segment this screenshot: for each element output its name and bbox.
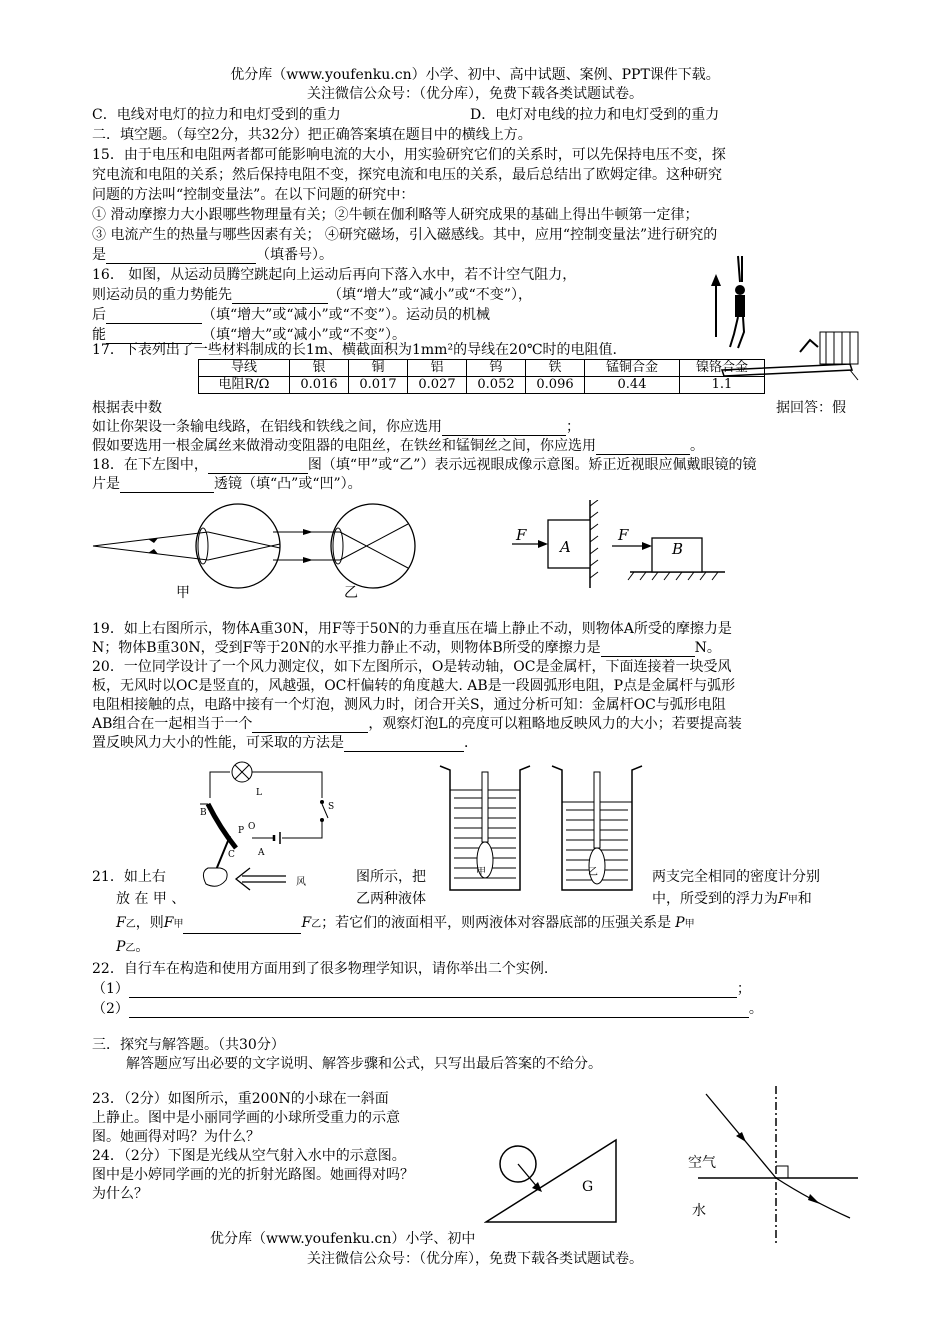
q16-line-3 xyxy=(92,306,490,324)
material-nichrome: 镍铬合金 xyxy=(680,360,765,377)
material-iron: 铁 xyxy=(526,360,585,377)
q15-answer-blank[interactable] xyxy=(106,249,256,264)
q18-line-1-start: 18．在下左图中， xyxy=(92,457,208,473)
q21-line-1a: 21．如上右 xyxy=(92,869,166,885)
q15-line-6-end: （填番号）。 xyxy=(256,247,333,263)
material-tungsten: 钨 xyxy=(467,360,526,377)
q22-item-2-end: 。 xyxy=(748,1001,763,1017)
q16-line-2-start: 则运动员的重力势能先 xyxy=(92,287,232,303)
q21-blank-1[interactable] xyxy=(183,919,301,934)
q15-line-2: 究电流和电阻的关系；然后保持电阻不变，探究电流和电压的关系，最后总结出了欧姆定律。这种研究 xyxy=(92,167,722,183)
q20-line-5-end: ． xyxy=(464,735,478,751)
material-copper: 铜 xyxy=(349,360,408,377)
q20-line-5 xyxy=(92,734,478,752)
q24-line-2: 图中是小婷同学画的光的折射光路图。她画得对吗？ xyxy=(92,1167,414,1183)
q17-line-4-end: 。 xyxy=(690,438,704,454)
q17-line-1: 17．下表列出了一些材料制成的长1m、横截面积为1mm²的导线在20℃时的电阻值. xyxy=(92,342,617,358)
cylinder-yi-label: 乙 xyxy=(588,867,598,878)
q21-symbol-f-jia-2: F xyxy=(163,915,174,931)
q17-line-2-end: 据回答：假 xyxy=(776,400,846,416)
fig-label-c: C xyxy=(228,850,235,860)
gravity-label: G xyxy=(582,1179,594,1195)
q21-symbol-f-yi-2: F xyxy=(301,915,312,931)
q24-line-3: 为什么？ xyxy=(92,1186,148,1202)
q18-blank-2[interactable] xyxy=(120,478,214,493)
q16-line-4-start: 能 xyxy=(92,327,106,343)
q16-line-2-end: （填“增大”或“减小”或“不变”）， xyxy=(328,287,532,303)
table-header-cell: 导线 xyxy=(199,360,290,377)
fig-label-p: P xyxy=(238,826,245,836)
q21-line-2c xyxy=(652,890,812,910)
air-label: 空气 xyxy=(688,1155,716,1171)
table-row xyxy=(199,377,765,394)
footer-line-1: 优分库（www.youfenku.cn）小学、初中 xyxy=(210,1231,476,1247)
q15-line-3: 问题的方法叫“控制变量法”。在以下问题的研究中： xyxy=(92,187,415,203)
q15-line-4: ① 滑动摩擦力大小跟哪些物理量有关；②牛顿在伽利略等人研究成果的基础上得出牛顿第一定律； xyxy=(92,207,699,223)
q22-item-1-end: ； xyxy=(736,981,751,997)
eye-diagrams xyxy=(88,498,428,606)
q21-line-1c: 两支完全相同的密度计分别 xyxy=(652,869,820,885)
q20-line-2: 板，无风时以OC是竖直的，风越强，OC杆偏转的角度越大. AB是一段圆弧形电阻，P点是金属杆与弧形 xyxy=(92,678,736,694)
footer-line-2: 关注微信公众号：（优分库），免费下载各类试题试卷。 xyxy=(307,1251,643,1267)
q21-line-2d-text: 和 xyxy=(797,891,812,907)
q21-line-2a: 放 在 甲 、 xyxy=(116,891,186,907)
q19-line-2-end: N。 xyxy=(694,640,721,656)
q19-blank[interactable] xyxy=(601,642,695,657)
q20-line-4-start: AB组合在一起相当于一个 xyxy=(92,716,253,732)
material-silver: 银 xyxy=(290,360,349,377)
value-manganin: 0.44 xyxy=(585,377,680,394)
q21-symbol-p: P xyxy=(675,915,685,931)
q20-line-1: 20．一位同学设计了一个风力测定仪，如下左图所示，O是转动轴，OC是金属杆，下面连接着一块受风 xyxy=(92,659,732,675)
header-line-2: 关注微信公众号：（优分库），免费下载各类试题试卷。 xyxy=(307,86,643,102)
cylinder-jia-label: 甲 xyxy=(476,867,486,878)
q17-line-3-start: 如让你架设一条输电线路，在铝线和铁线之间，你应选用 xyxy=(92,419,442,435)
q16-line-3-end: （填“增大”或“减小”或“不变”）。运动员的机械 xyxy=(202,307,490,323)
block-b-label: B xyxy=(672,540,684,558)
fig-label-b: B xyxy=(200,808,207,818)
q22-answer-2[interactable] xyxy=(129,1003,749,1018)
q22-answer-1[interactable] xyxy=(129,983,737,998)
q21-sub-yi-2: 乙 xyxy=(311,919,322,930)
q20-line-4-end: ，观察灯泡L的亮度可以粗略地反映风力的大小；若要提高装 xyxy=(368,716,742,732)
q21-line-2c-text: 中，所受到的浮力为 xyxy=(652,891,778,907)
q21-line-3-text: ；若它们的液面相平，则两液体对容器底部的压强关系是 xyxy=(321,915,672,931)
q16-line-4-end: （填“增大”或“减小”或“不变”）。 xyxy=(202,327,406,343)
block-a-label: A xyxy=(560,538,571,556)
material-aluminum: 铝 xyxy=(408,360,467,377)
q20-blank-1[interactable] xyxy=(252,718,368,733)
q14-option-d: D．电灯对电线的拉力和电灯受到的重力 xyxy=(470,107,720,123)
q21-sub-yi-3: 乙 xyxy=(125,943,136,954)
q22-item-2-label: （2） xyxy=(92,1001,129,1017)
q18-line-2 xyxy=(92,475,362,493)
header-line-1: 优分库（www.youfenku.cn）小学、初中、高中试题、案例、PPT课件下载。 xyxy=(230,67,720,83)
q19-line-1: 19．如上右图所示，物体A重30N，用F等于50N的力垂直压在墙上静止不动，则物体A所受的摩擦力是 xyxy=(92,621,732,637)
q20-line-4 xyxy=(92,715,742,733)
q21-line-2b: 乙两种液体 xyxy=(356,891,426,907)
value-copper: 0.017 xyxy=(349,377,408,394)
q23-line-2: 上静止。图中是小丽同学画的小球所受重力的示意 xyxy=(92,1110,400,1126)
table-value-label: 电阻R/Ω xyxy=(199,377,290,394)
section-3-note: 解答题应写出必要的文字说明、解答步骤和公式，只写出最后答案的不给分。 xyxy=(126,1056,602,1072)
q21-symbol-p-yi: P xyxy=(116,939,126,955)
value-tungsten: 0.052 xyxy=(467,377,526,394)
q15-line-5: ③ 电流产生的热量与哪些因素有关； ④研究磁场，引入磁感线。其中，应用“控制变量法”进行研究的 xyxy=(92,227,718,243)
value-silver: 0.016 xyxy=(290,377,349,394)
hydrometer-figure xyxy=(436,764,646,896)
q16-line-3-start: 后 xyxy=(92,307,106,323)
resistance-table xyxy=(198,359,765,394)
q21-sub-jia-2: 甲 xyxy=(173,919,184,930)
force-label-a: F xyxy=(516,526,527,544)
q22-item-1-label: （1） xyxy=(92,981,129,997)
incline-ball-figure xyxy=(484,1134,620,1226)
q20-line-5-start: 置反映风力大小的性能，可采取的方法是 xyxy=(92,735,344,751)
q16-blank-2[interactable] xyxy=(106,309,202,324)
fig-label-o: O xyxy=(248,822,256,832)
q21-sub-jia: 甲 xyxy=(787,895,798,906)
q18-line-2-end: 透镜（填“凸”或“凹”）。 xyxy=(214,476,362,492)
q19-line-2 xyxy=(92,639,721,657)
label-jia: 甲 xyxy=(176,585,190,601)
q17-blank-1[interactable] xyxy=(442,421,566,436)
q22-line-1: 22．自行车在构造和使用方面用到了很多物理学知识，请你举出二个实例. xyxy=(92,961,549,977)
q15-line-6 xyxy=(92,246,333,264)
label-yi: 乙 xyxy=(344,585,358,601)
q18-line-1-end: 图（填“甲”或“乙”）表示远视眼成像示意图。矫正近视眼应佩戴眼镜的镜 xyxy=(307,457,757,473)
q18-blank-1[interactable] xyxy=(208,459,308,474)
value-aluminum: 0.027 xyxy=(408,377,467,394)
eye-jia-diagram xyxy=(93,504,280,588)
material-manganin: 锰铜合金 xyxy=(585,360,680,377)
section-2-title: 二．填空题。（每空2分，共32分）把正确答案填在题目中的横线上方。 xyxy=(92,127,532,143)
q21-line-3 xyxy=(116,914,695,934)
q20-line-3: 电阻相接触的点，电路中接有一个灯泡，测风力时，闭合开关S，通过分析可知：金属杆OC与弧形电阻 xyxy=(92,697,726,713)
q14-option-c: C．电线对电灯的拉力和电灯受到的重力 xyxy=(92,107,341,123)
water-label: 水 xyxy=(692,1203,706,1219)
fig-label-s: S xyxy=(328,802,335,812)
q24-line-1: 24．（2分）下图是光线从空气射入水中的示意图。 xyxy=(92,1148,406,1164)
q20-blank-2[interactable] xyxy=(344,737,464,752)
q18-line-2-start: 片是 xyxy=(92,476,120,492)
q22-line-2 xyxy=(92,980,751,998)
q17-line-3-end: ； xyxy=(566,419,580,435)
value-iron: 0.096 xyxy=(526,377,585,394)
q17-line-2-start: 根据表中数 xyxy=(92,400,162,416)
q17-line-3 xyxy=(92,418,580,436)
q21-line-3-then: ，则 xyxy=(135,915,164,931)
q17-line-4-start: 假如要选用一根金属丝来做滑动变阻器的电阻丝，在铁丝和锰铜丝之间，你应选用 xyxy=(92,438,596,454)
q19-line-2-start: N；物体B重30N，受到F等于20N的水平推力静止不动，则物体B所受的摩擦力是 xyxy=(92,640,601,656)
q23-line-3: 图。她画得对吗？为什么？ xyxy=(92,1129,260,1145)
q16-blank-1[interactable] xyxy=(232,289,328,304)
q15-line-6-start: 是 xyxy=(92,247,106,263)
eye-yi-diagram xyxy=(273,504,415,588)
q21-sub-jia-3: 甲 xyxy=(684,919,695,930)
fig-label-l: L xyxy=(256,788,262,798)
q23-line-1: 23．（2分）如图所示，重200N的小球在一斜面 xyxy=(92,1091,389,1107)
q21-sub-yi: 乙 xyxy=(125,919,136,930)
q21-line-4: P乙。 xyxy=(116,939,150,955)
q17-blank-2[interactable] xyxy=(596,440,690,455)
q18-line-1 xyxy=(92,456,756,474)
force-label-b: F xyxy=(618,526,629,544)
table-row xyxy=(199,360,765,377)
section-3-title: 三．探究与解答题。（共30分） xyxy=(92,1037,285,1053)
q21-line-1b: 图所示，把 xyxy=(356,869,426,885)
wind-meter-figure xyxy=(190,758,350,898)
q17-line-4 xyxy=(92,437,704,455)
value-nichrome: 1.1 xyxy=(680,377,765,394)
q16-line-2 xyxy=(92,286,532,304)
blocks-figure xyxy=(500,500,730,590)
q21-symbol-f: F xyxy=(778,891,788,907)
q21-symbol-f-yi: F xyxy=(116,915,126,931)
q15-line-1: 15．由于电压和电阻两者都可能影响电流的大小，用实验研究它们的关系时，可以先保持电压不变，探 xyxy=(92,147,726,163)
q22-line-3 xyxy=(92,1000,763,1018)
fig-label-wind: 风 xyxy=(296,877,306,888)
fig-label-a: A xyxy=(258,848,265,858)
q16-line-1: 16． 如图，从运动员腾空跳起向上运动后再向下落入水中，若不计空气阻力， xyxy=(92,267,577,283)
